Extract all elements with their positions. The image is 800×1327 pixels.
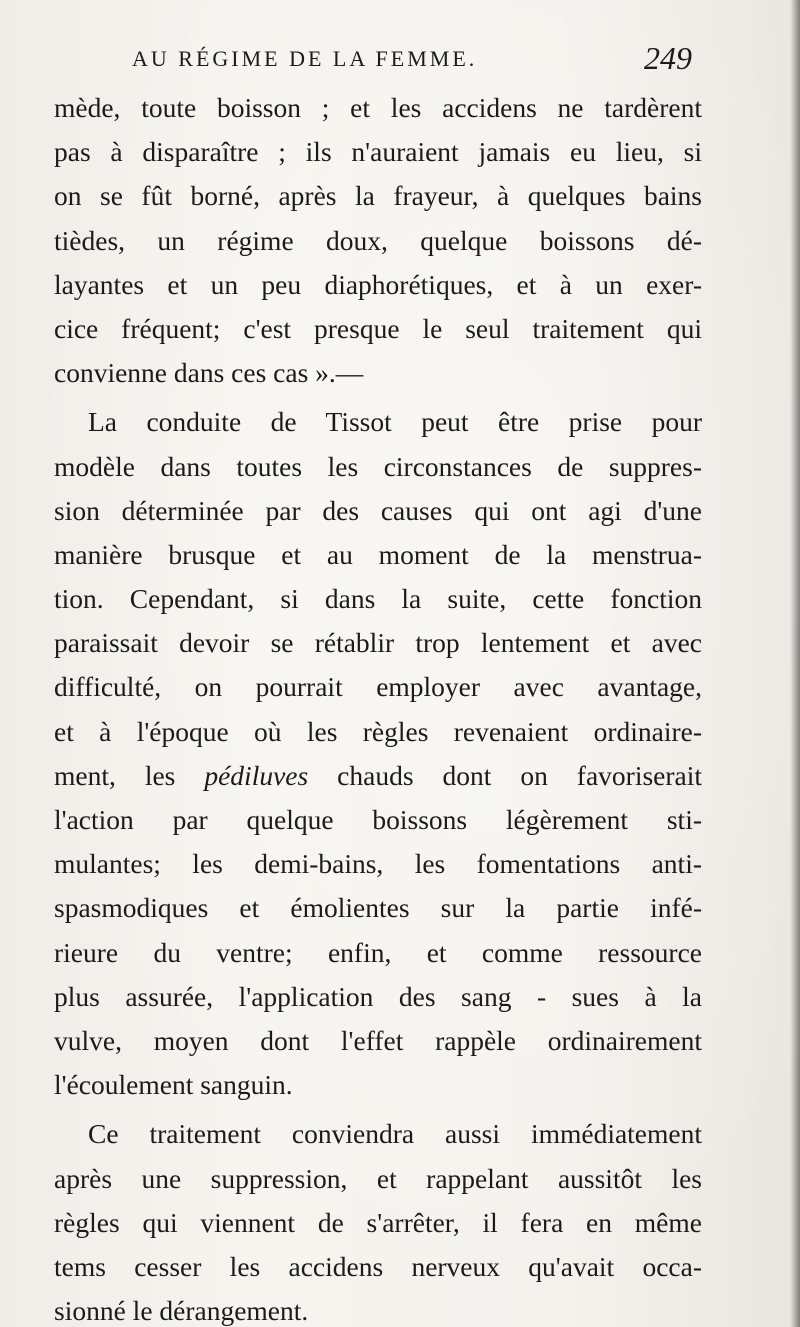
text-line: convienne dans ces cas ».— — [54, 357, 364, 389]
page-edge-shadow — [790, 0, 800, 1327]
text-line: pas à disparaître ; ils n'auraient jamais eu lieu, si — [54, 136, 702, 168]
text-line: et à l'époque où les règles revenaient ordinaire- — [54, 715, 702, 747]
text-line: cice fréquent; c'est presque le seul traitement qui — [54, 312, 702, 344]
page-number: 249 — [644, 40, 692, 76]
text-line: spasmodiques et émolientes sur la partie infé- — [54, 892, 702, 924]
text-line: mulantes; les demi-bains, les fomentations anti- — [54, 848, 702, 880]
text-line: plus assurée, l'application des sang - sues à la — [54, 980, 702, 1012]
text-line: on se fût borné, après la frayeur, à quelques bains — [54, 180, 702, 212]
text-line: La conduite de Tissot peut être prise pour — [88, 406, 702, 438]
text-line: difficulté, on pourrait employer avec avantage, — [54, 671, 702, 703]
text-line: tièdes, un régime doux, quelque boissons dé- — [54, 224, 702, 256]
text-line: règles qui viennent de s'arrêter, il fera en même — [54, 1206, 702, 1238]
body-text — [54, 86, 702, 1327]
text-line: layantes et un peu diaphorétiques, et à un exer- — [54, 268, 702, 300]
text-line: tems cesser les accidens nerveux qu'avait occa- — [54, 1250, 702, 1282]
text-line: l'écoulement sanguin. — [54, 1069, 293, 1101]
text-line: sionné le dérangement. — [54, 1295, 309, 1327]
text-line: modèle dans toutes les circonstances de suppres- — [54, 450, 702, 482]
text-line: Ce traitement conviendra aussi immédiatement — [88, 1118, 702, 1150]
running-title: AU RÉGIME DE LA FEMME. — [132, 46, 478, 71]
running-head — [132, 40, 692, 84]
paragraph-1 — [54, 86, 702, 395]
text-segment: ment, les — [54, 759, 176, 791]
text-line: vulve, moyen dont l'effet rappèle ordinairement — [54, 1024, 702, 1056]
paragraph-2 — [54, 400, 702, 1107]
text-line: sion déterminée par des causes qui ont agi d'une — [54, 494, 702, 526]
text-line: mède, toute boisson ; et les accidens ne tardèrent — [54, 92, 702, 123]
text-line: paraissait devoir se rétablir trop lentement et avec — [54, 627, 702, 659]
text-line: manière brusque et au moment de la menstrua- — [54, 538, 702, 570]
text-line: après une suppression, et rappelant aussitôt les — [54, 1162, 702, 1194]
text-line: l'action par quelque boissons légèrement sti- — [54, 804, 702, 835]
paragraph-3 — [54, 1112, 702, 1327]
text-line-with-italic — [54, 754, 702, 798]
italic-term: pédiluves — [204, 759, 309, 791]
text-segment: chauds dont on favoriserait — [337, 759, 703, 791]
text-line: rieure du ventre; enfin, et comme ressource — [54, 936, 702, 968]
text-line: tion. Cependant, si dans la suite, cette fonction — [54, 583, 702, 615]
